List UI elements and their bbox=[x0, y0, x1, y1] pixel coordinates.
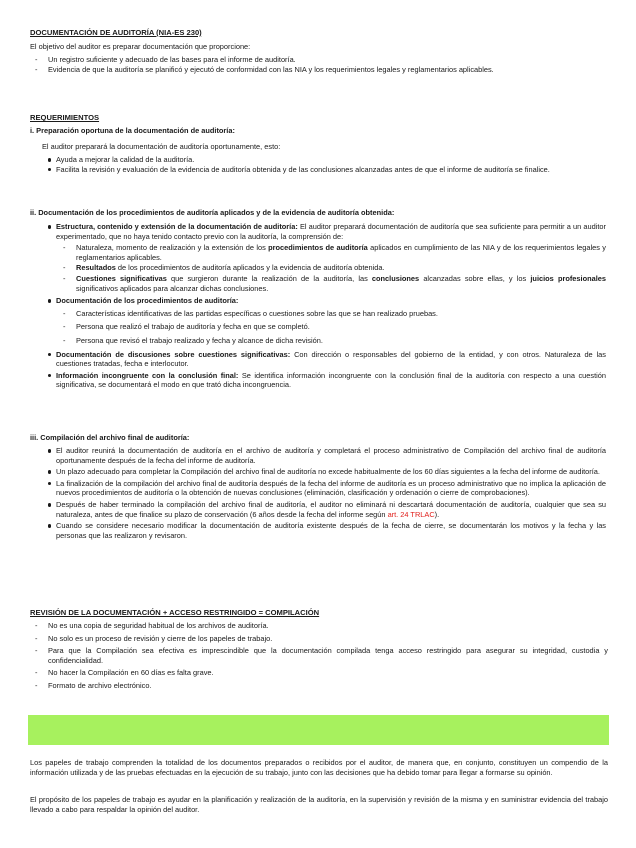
item-label: Estructura, contenido y extensión de la documentación de auditoría: bbox=[56, 222, 298, 231]
text-run-bold: procedimientos de auditoría bbox=[268, 243, 368, 253]
text-run-bold: conclusiones bbox=[371, 273, 420, 283]
item-text: Con dirección o responsables del gobierno de la entidad, y con otros. Naturaleza de las cuestiones tratadas, fecha e interlocutor. bbox=[56, 349, 606, 369]
list-item bbox=[58, 263, 606, 273]
estructura-sublist bbox=[58, 243, 606, 293]
revision-list bbox=[30, 621, 608, 691]
subsection-intro: El auditor preparará la documentación de auditoría oportunamente, esto: bbox=[42, 142, 281, 151]
list-item bbox=[58, 274, 606, 293]
text-run: alcanzadas sobre ellas, y los bbox=[419, 273, 531, 283]
text-run-bold: Cuestiones significativas bbox=[76, 273, 167, 283]
subsection-ii-list bbox=[46, 222, 606, 390]
list-item: Ayuda a mejorar la calidad de la auditoría. bbox=[46, 155, 606, 165]
text-run-bold: Resultados bbox=[76, 263, 116, 273]
text-run: significativos aplicados para alcanzar dichas conclusiones. bbox=[76, 283, 269, 293]
list-item: - Persona que realizó el trabajo de auditoría y fecha en que se completó. bbox=[58, 322, 606, 332]
list-item-documentacion-procedimientos bbox=[46, 296, 606, 345]
list-item bbox=[58, 243, 606, 262]
subsection-i-list bbox=[46, 155, 606, 174]
item-text: Se identifica información incongruente con la conclusión final de la auditoría con respecto a una cuestión significativa, se documentará el modo en que trató dicha incongruencia. bbox=[56, 370, 606, 390]
subsection-heading-i: i. Preparación oportuna de la documentación de auditoría: bbox=[30, 126, 235, 135]
list-item bbox=[46, 500, 606, 519]
highlight-band bbox=[28, 715, 609, 745]
legal-reference-link[interactable]: art. 24 TRLAC bbox=[387, 509, 435, 519]
list-item-incongruente bbox=[46, 371, 606, 390]
list-item: - Un registro suficiente y adecuado de las bases para el informe de auditoría. bbox=[30, 55, 608, 65]
list-item: - Persona que revisó el trabajo realizado y fecha y alcance de dicha revisión. bbox=[58, 336, 606, 346]
section-title-documentacion: DOCUMENTACIÓN DE AUDITORÍA (NIA-ES 230) bbox=[30, 28, 202, 37]
list-item-discusiones bbox=[46, 350, 606, 369]
list-item: - Características identificativas de las partidas específicas o cuestiones sobre las que se han realizado pruebas. bbox=[58, 309, 606, 319]
proposito-paragraph: El propósito de los papeles de trabajo es ayudar en la planificación y realización de la auditoría, en la supervisión y revisión de la misma y en suministrar evidencia del trabajo llevado a cabo para respaldar la opinión del auditor. bbox=[30, 795, 608, 814]
list-item: - Para que la Compilación sea efectiva es imprescindible que la documentación compilada tenga acceso restringido para asegurar su integridad, custodia y confidencialidad. bbox=[30, 646, 608, 665]
list-item: Facilita la revisión y evaluación de la evidencia de auditoría obtenida y de las conclusiones alcanzadas antes de que el informe de auditoría se finalice. bbox=[46, 165, 606, 175]
list-item: - No es una copia de seguridad habitual de los archivos de auditoría. bbox=[30, 621, 608, 631]
text-run: Naturaleza, momento de realización y la extensión de los bbox=[76, 243, 269, 253]
text-run: ). bbox=[434, 509, 440, 519]
text-run: Después de haber terminado la compilación del archivo final de auditoría, el auditor no eliminará ni descartará documentación de auditoría, cualquier que sea su naturaleza, antes de que finalice su plazo de conservación (6 años desde la fecha del informe según bbox=[56, 499, 606, 519]
objectives-list bbox=[30, 55, 608, 74]
list-item: - No solo es un proceso de revisión y cierre de los papeles de trabajo. bbox=[30, 634, 608, 644]
text-run: de los procedimientos de auditoría aplicados y la evidencia de auditoría obtenida. bbox=[115, 263, 385, 273]
item-label: Documentación de los procedimientos de auditoría: bbox=[56, 296, 239, 306]
list-item: La finalización de la compilación del archivo final de auditoría después de la fecha del informe de auditoría es un proceso administrativo que no implica la aplicación de nuevos procedimientos de auditoría o la obtención de nuevas conclusiones (eliminación, clasificación y ordenación o cierre de comprobaciones). bbox=[46, 479, 606, 498]
item-label: Información incongruente con la conclusión final: bbox=[56, 370, 239, 380]
list-item: Cuando se considere necesario modificar la documentación de auditoría existente después de la fecha de cierre, se documentarán los motivos y la fecha y las personas que las realizaron y revisaron. bbox=[46, 521, 606, 540]
list-item-estructura bbox=[46, 222, 606, 293]
intro-paragraph: El objetivo del auditor es preparar documentación que proporcione: bbox=[30, 42, 251, 51]
item-text: El auditor preparará documentación de auditoría que sea suficiente para permitir a un auditor experimentado, que no haya tenido contacto previo con la auditoría, la comprensión de: bbox=[56, 222, 606, 241]
papeles-trabajo-paragraph: Los papeles de trabajo comprenden la totalidad de los documentos preparados o recibidos por el auditor, de manera que, en conjunto, constituyen un compendio de la información utilizada y de las pruebas efectuadas en la ejecución de su trabajo, junto con las decisiones que ha debido tomar para llegar a formarse su opinión. bbox=[30, 758, 608, 777]
subsection-iii-list bbox=[46, 446, 606, 540]
section-title-revision: REVISIÓN DE LA DOCUMENTACIÓN + ACCESO RESTRINGIDO = COMPILACIÓN bbox=[30, 608, 320, 617]
subsection-heading-ii: ii. Documentación de los procedimientos de auditoría aplicados y de la evidencia de auditoría obtenida: bbox=[30, 208, 395, 217]
list-item: Un plazo adecuado para completar la Compilación del archivo final de auditoría no excede habitualmente de los 60 días siguientes a la fecha del informe de auditoría. bbox=[46, 467, 606, 477]
list-item: El auditor reunirá la documentación de auditoría en el archivo de auditoría y completará el proceso administrativo de Compilación del archivo final de auditoría oportunamente después de la fecha del informe de auditoría. bbox=[46, 446, 606, 465]
text-run: aplicados en cumplimiento de las NIA y de los requerimientos legales y reglamentarios aplicables. bbox=[76, 243, 606, 262]
list-item: - Formato de archivo electrónico. bbox=[30, 681, 608, 691]
text-run-bold: juicios profesionales bbox=[530, 273, 606, 283]
item-label: Documentación de discusiones sobre cuestiones significativas: bbox=[56, 349, 291, 359]
list-item: - Evidencia de que la auditoría se planificó y ejecutó de conformidad con las NIA y los requerimientos legales y reglamentarios aplicables. bbox=[30, 65, 608, 75]
list-item: - No hacer la Compilación en 60 días es falta grave. bbox=[30, 668, 608, 678]
section-title-requerimientos: REQUERIMIENTOS bbox=[30, 113, 100, 122]
text-run: que surgieron durante la realización de la auditoría, las bbox=[166, 273, 372, 283]
procedimientos-sublist bbox=[58, 309, 606, 346]
subsection-heading-iii: iii. Compilación del archivo final de auditoría: bbox=[30, 433, 190, 442]
